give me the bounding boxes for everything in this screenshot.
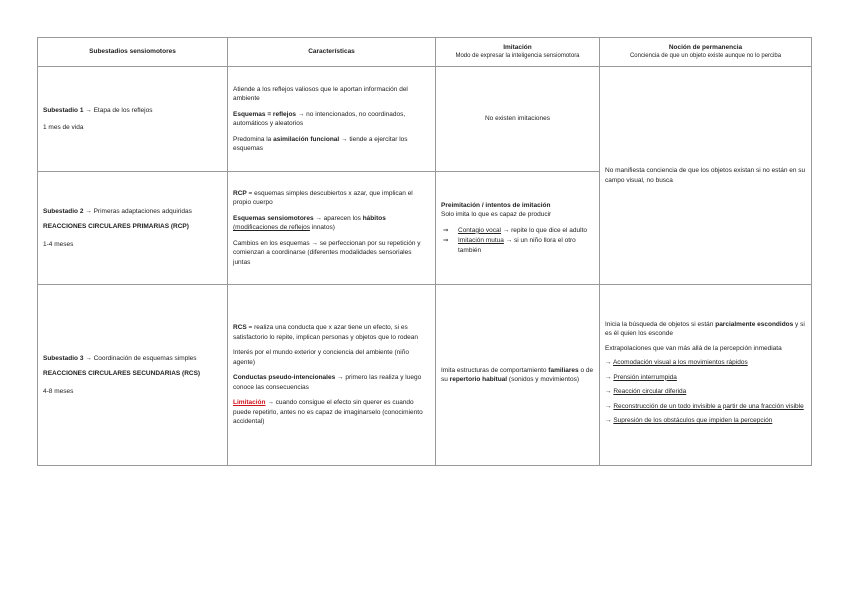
substage-3-imitation: Imita estructuras de comportamiento familiares o de su repertorio habitual (sonidos y movimientos)	[436, 285, 600, 466]
header-permanence-sub: Conciencia de que un objeto existe aunque no lo perciba	[629, 53, 782, 59]
permanence-item: Reconstrucción de un todo invisible a partir de una fracción visible	[613, 402, 804, 410]
arrow-icon: →	[605, 359, 613, 366]
arrow-icon: →	[605, 388, 614, 395]
substage-2-characteristics: RCP = esquemas simples descubiertos x azar, que implican el propio cuerpo Esquemas sensiomotores → aparecen los hábitos (modificaciones de reflejos innatos) Cambios en los esquemas → se perfeccionan por su repetición y comienzan a coordinarse (diferentes modalidades sensoriales juntas	[228, 172, 436, 285]
substage-1-imitation: No existen imitaciones	[436, 67, 600, 172]
substage-2-reactions: REACCIONES CIRCULARES PRIMARIAS (RCP)	[43, 223, 189, 231]
header-substages: Subestadios sensiomotores	[38, 38, 228, 67]
header-imitation: Imitación Modo de expresar la inteligencia sensiomotora	[436, 38, 600, 67]
substage-3-reactions: REACCIONES CIRCULARES SECUNDARIAS (RCS)	[43, 370, 201, 378]
header-row	[38, 38, 812, 67]
substage-2-imitation: Preimitación / intentos de imitación Solo imita lo que es capaz de producir ⇒ Contagio vocal → repite lo que dice el adulto ⇒ Imitación mutua → si un niño llora el otro también	[436, 172, 600, 285]
permanence-item: Reacción circular diferida	[613, 388, 687, 395]
substage-3-age: 4-8 meses	[43, 387, 74, 395]
substage-3-cell: Subestadio 3 → Coordinación de esquemas simples REACCIONES CIRCULARES SECUNDARIAS (RCS) 4-8 meses	[38, 285, 228, 466]
substage-2-cell: Subestadio 2 → Primeras adaptaciones adquiridas REACCIONES CIRCULARES PRIMARIAS (RCP) 1-4 meses	[38, 172, 228, 285]
substage-3-characteristics: RCS = realiza una conducta que x azar tiene un efecto, si es satisfactorio lo repite, implican personas y objetos que lo rodean Interés por el mundo exterior y conciencia del ambiente (niño agente) Conductas pseudo-intencionales → primero las realiza y luego conoce las consecuencias Limitación → cuando consigue el efecto sin querer es cuando puede repetirlo, antes no es capaz de imaginarselo (conocimiento accidental)	[228, 285, 436, 466]
substage-1-characteristics: Atiende a los reflejos valiosos que le aportan información del ambiente Esquemas = reflejos → no intencionados, no coordinados, automáticos y aleatorios Predomina la asimilación funcional → tiende a ejercitar los esquemas	[228, 67, 436, 172]
permanence-item: Acomodación visual a los movimientos rápidos	[612, 359, 748, 366]
substage-1-cell: Subestadio 1 → Etapa de los reflejos 1 mes de vida	[38, 67, 228, 172]
double-arrow-icon: ⇒	[443, 237, 449, 245]
permanence-item: Supresión de los obstáculos que impiden la percepción	[613, 417, 773, 424]
permanence-item: Prensión interrumpida	[613, 373, 677, 381]
row-substage-3	[38, 285, 812, 466]
header-permanence: Noción de permanencia Conciencia de que un objeto existe aunque no lo perciba	[600, 38, 812, 67]
substage-1-age: 1 mes de vida	[43, 124, 84, 131]
header-imitation-sub: Modo de expresar la inteligencia sensiomotora	[455, 53, 580, 59]
arrow-icon: →	[605, 417, 614, 424]
row-substage-1	[38, 67, 812, 172]
development-table	[37, 37, 812, 466]
arrow-icon: →	[605, 402, 614, 410]
double-arrow-icon: ⇒	[443, 226, 449, 234]
permanence-1-2: No manifiesta conciencia de que los objetos existan si no están en su campo visual, no busca	[600, 67, 812, 285]
substage-2-age: 1-4 meses	[43, 240, 74, 248]
header-characteristics: Características	[228, 38, 436, 67]
substage-3-permanence: Inicia la búsqueda de objetos si están parcialmente escondidos y si es él quien los esconde Extrapolaciones que van más allá de la percepción inmediata → Acomodación visual a los movimientos rápidos → Prensión interrumpida → Reacción circular diferida → Reconstrucción de un todo invisible a partir de una fracción visible → Supresión de los obstáculos que impiden la percepción	[600, 285, 812, 466]
arrow-icon: →	[605, 373, 614, 381]
